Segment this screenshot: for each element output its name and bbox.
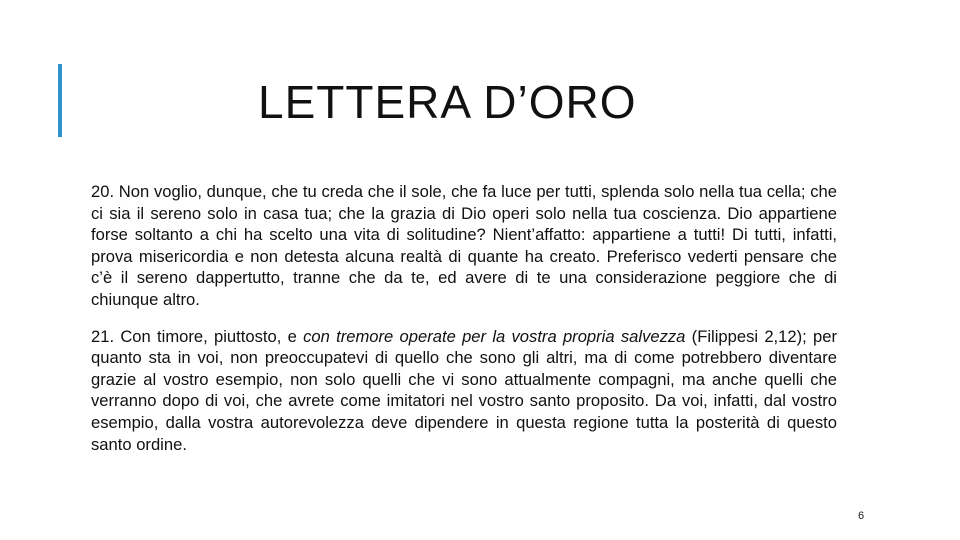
slide-body bbox=[91, 181, 837, 455]
page-number: 6 bbox=[858, 510, 865, 522]
paragraph-21-start: 21. Con timore, piuttosto, e bbox=[91, 326, 304, 346]
paragraph-21 bbox=[91, 326, 837, 456]
scripture-quote: con tremore operate per la vostra propria salvezza bbox=[303, 326, 686, 346]
paragraph-21-rest: (Filippesi 2,12); per quanto sta in voi, non preoccupatevi di quello che sono gli altri, ma di come potrebbero diventare grazie al vostro esempio, non solo quelli che vi sono attualmente compagni, ma anche quelli che verranno dopo di voi, che avrete come imitatori nel vostro santo proposito. Da voi, infatti, dal vostro esempio, dalla vostra autorevolezza deve dipendere in questa regione tutta la posterità di questo santo ordine. bbox=[91, 326, 838, 454]
slide-title: LETTERA D’ORO bbox=[258, 76, 637, 128]
title-accent-bar bbox=[58, 64, 62, 137]
paragraph-20: 20. Non voglio, dunque, che tu creda che il sole, che fa luce per tutti, splenda solo nella tua cella; che ci sia il sereno solo in casa tua; che la grazia di Dio operi solo nella tua coscienza. Dio appartiene forse soltanto a chi ha scelto una vita di solitudine? Nient’affatto: appartiene a tutti! Di tutti, infatti, prova misericordia e non detesta alcuna realtà di quante ha creato. Preferisco vederti pensare che c’è il sereno dappertutto, tranne che da te, ed avere di te una considerazione peggiore che di chiunque altro. bbox=[91, 182, 837, 309]
